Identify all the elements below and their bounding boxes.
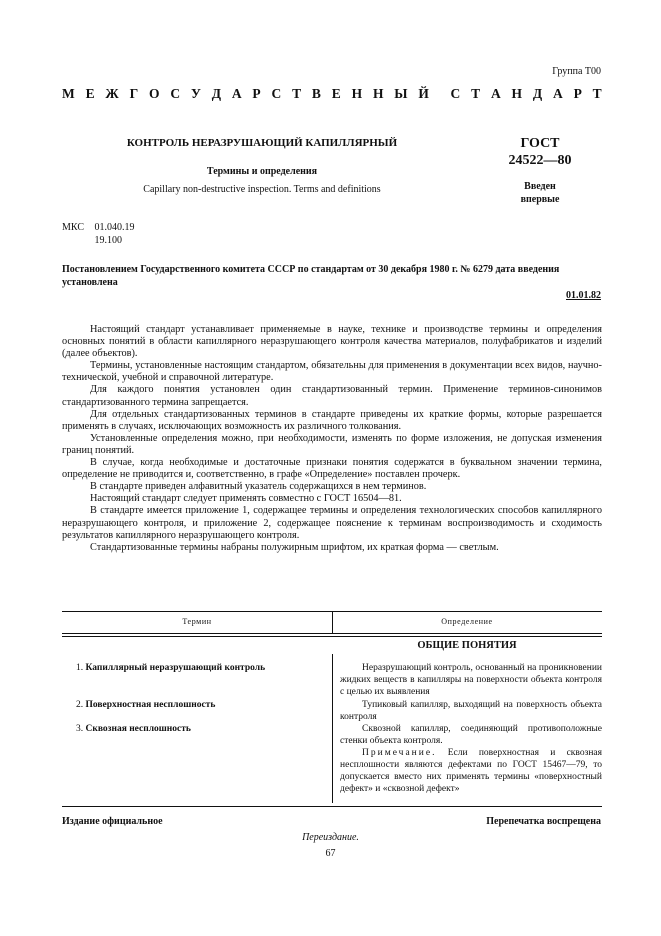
footer-rule: [62, 806, 602, 807]
banner-letter: Ж: [105, 86, 119, 101]
table-border: [62, 636, 602, 637]
banner-letter: С: [450, 86, 461, 101]
table-border: [62, 633, 602, 634]
mks-code: 19.100: [94, 235, 122, 246]
term-definition: [340, 662, 602, 698]
term-number: 3.: [76, 724, 84, 734]
page-number: 67: [325, 848, 336, 859]
term-name: Капиллярный неразрушающий контроль: [85, 663, 266, 673]
interstate-standard-banner: [62, 86, 602, 102]
banner-letter: Д: [211, 86, 221, 101]
term-name: Поверхностная несплошность: [85, 700, 216, 710]
banner-letter: В: [311, 86, 321, 101]
term-number: 2.: [76, 700, 84, 710]
banner-letter: Г: [129, 86, 139, 101]
banner-letter: Т: [471, 86, 481, 101]
banner-letter: Е: [331, 86, 341, 101]
paragraph: В стандарте приведен алфавитный указатель содержащихся в нем терминов.: [90, 481, 427, 493]
banner-letter: Н: [511, 86, 523, 101]
banner-letter: А: [231, 86, 242, 101]
paragraph: Настоящий стандарт устанавливает применяемые в науке, технике и производстве термины и определения основных понятий в области капиллярного неразрушающего контроля качества материалов, полуфабрикатов и изделий (далее объектов).: [62, 324, 602, 360]
banner-letter: Н: [351, 86, 363, 101]
banner-letter: Е: [85, 86, 95, 101]
definition-text: Сквозной капилляр, соединяющий противоположные стенки объекта контроля.: [340, 724, 602, 746]
banner-letter: Н: [372, 86, 384, 101]
mks-label: МКС: [62, 222, 84, 233]
paragraph: В случае, когда необходимые и достаточные признаки понятия содержатся в буквальном значении термина, определение не приводится и, соответственно, в графе «Определение» поставлен прочерк.: [62, 457, 602, 481]
mks-block: [62, 221, 134, 247]
paragraph: Для каждого понятия установлен один стандартизованный термин. Применение терминов-синонимов стандартизованного термина запрещается.: [62, 384, 602, 408]
reissue-note: Переиздание.: [302, 832, 359, 843]
paragraph: Настоящий стандарт следует применять совместно с ГОСТ 16504—81.: [90, 493, 402, 505]
banner-letter: У: [190, 86, 201, 101]
gost-label: ГОСТ: [520, 136, 560, 151]
paragraph: Стандартизованные термины набраны полужирным шрифтом, их краткая форма — светлым.: [90, 541, 499, 553]
paragraph: Установленные определения можно, при необходимости, изменять по форме изложения, не допуская изменения границ понятий.: [62, 432, 602, 456]
paragraph: Термины, установленные настоящим стандартом, обязательны для применения в документации всех видов, научно-технической, учебной и справочной литературе.: [62, 360, 602, 384]
introduced-label: Введен: [524, 181, 556, 192]
banner-letter: Й: [418, 86, 429, 101]
banner-letter: А: [553, 86, 563, 101]
term-name: Сквозная несплошность: [85, 724, 191, 734]
banner-letter: Р: [573, 86, 582, 101]
banner-letter: Т: [292, 86, 302, 101]
official-edition: Издание официальное: [62, 816, 163, 827]
term-definition: [340, 723, 602, 795]
standard-title: КОНТРОЛЬ НЕРАЗРУШАЮЩИЙ КАПИЛЛЯРНЫЙ: [126, 137, 398, 149]
standard-title-english: Capillary non-destructive inspection. Terms and definitions: [143, 184, 381, 195]
banner-letter: Т: [592, 86, 602, 101]
introduction-date: 01.01.82: [566, 290, 601, 301]
decree-text: Постановлением Государственного комитета СССР по стандартам от 30 декабря 1980 г. № 6279 дата введения установлена: [62, 264, 560, 288]
standard-subtitle: Термины и определения: [206, 166, 318, 177]
term-number: 1.: [76, 663, 84, 673]
column-header-definition: Определение: [441, 617, 493, 626]
banner-letter: Р: [252, 86, 261, 101]
definition-text: Неразрушающий контроль, основанный на проникновении жидких веществ в капилляры на поверхности объекта контроля с целью их выявления: [340, 663, 602, 697]
table-row: [76, 723, 320, 735]
reprint-prohibited: Перепечатка воспрещена: [486, 816, 601, 827]
banner-letter: Д: [532, 86, 543, 101]
group-code: Группа Т00: [552, 66, 601, 77]
note-label: Примечание.: [362, 748, 437, 758]
term-definition: [340, 699, 602, 723]
column-divider: [332, 654, 333, 803]
banner-letter: О: [149, 86, 160, 101]
column-header-term: Термин: [182, 617, 212, 626]
note-text: Если поверхностная и сквозная несплошности являются дефектами по ГОСТ 15467—79, то допускается вместо них применять термины «поверхностный дефект» и «сквозной дефект»: [340, 748, 602, 794]
paragraph: В стандарте имеется приложение 1, содержащее термины и определения технологических способов капиллярного неразрушающего контроля, и приложение 2, содержащее пояснение к терминам воспроизводимость и сходимость результатов капиллярного неразрушающего контроля.: [62, 505, 602, 541]
introduced-first: впервые: [520, 194, 560, 205]
table-row: [76, 662, 320, 674]
note: [340, 747, 602, 795]
mks-code: 01.040.19: [94, 222, 135, 233]
banner-letter: С: [271, 86, 282, 101]
definition-text: Тупиковый капилляр, выходящий на поверхность объекта контроля: [340, 700, 602, 722]
gost-number: 24522—80: [508, 153, 572, 168]
paragraph: Для отдельных стандартизованных терминов в стандарте приведены их краткие формы, которые разрешается применять в случаях, исключающих возможность их различного толкования.: [62, 408, 602, 432]
table-row: [76, 699, 320, 711]
column-divider: [332, 611, 333, 634]
banner-letter: С: [170, 86, 181, 101]
banner-letter: А: [490, 86, 501, 101]
section-heading: ОБЩИЕ ПОНЯТИЯ: [417, 640, 517, 651]
introduction-body: [62, 324, 602, 554]
banner-letter: М: [62, 86, 75, 101]
banner-letter: Ы: [394, 86, 408, 101]
